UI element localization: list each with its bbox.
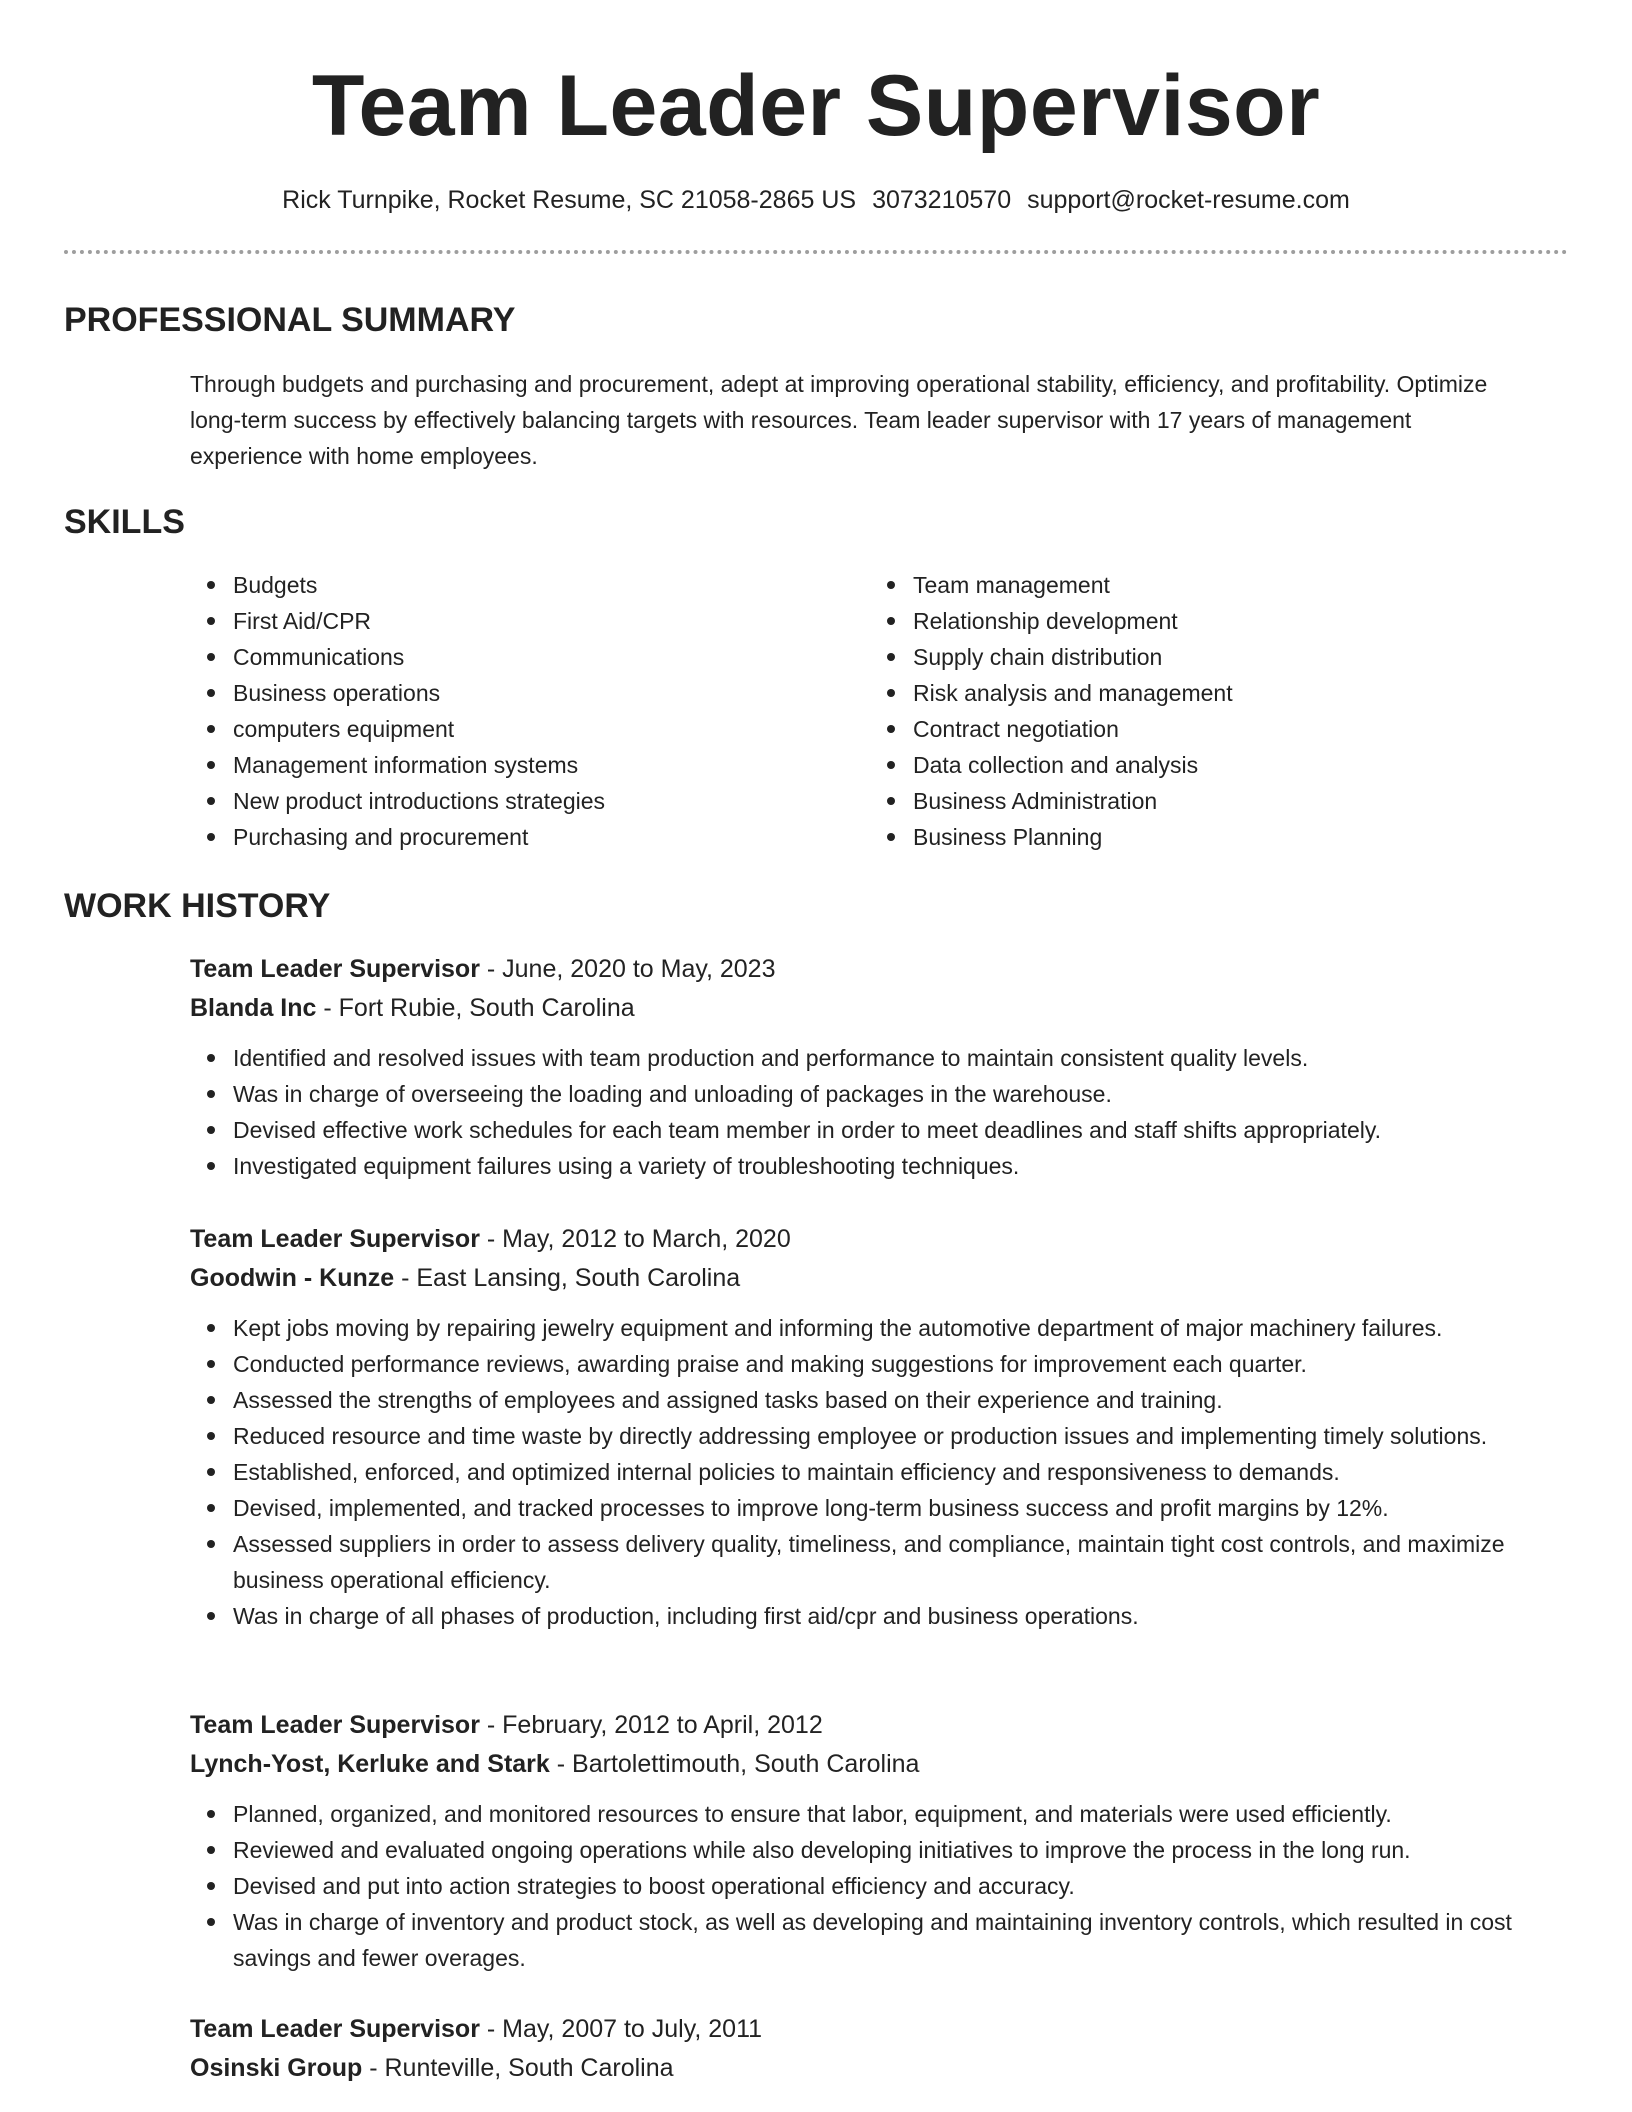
skill-item: Risk analysis and management bbox=[870, 675, 1510, 711]
job-bullets bbox=[190, 1310, 1570, 1634]
skills-heading: SKILLS bbox=[64, 503, 185, 541]
job-title-line bbox=[190, 950, 1570, 989]
job-bullet: Reviewed and evaluated ongoing operations while also developing initiatives to improve the process in the long run. bbox=[190, 1832, 1570, 1868]
job-company-line bbox=[190, 989, 1570, 1028]
job-bullet: Devised effective work schedules for each team member in order to meet deadlines and staff shifts appropriately. bbox=[190, 1112, 1570, 1148]
job-title: Team Leader Supervisor bbox=[190, 1225, 480, 1253]
skill-item: Relationship development bbox=[870, 603, 1510, 639]
job-location: - Bartolettimouth, South Carolina bbox=[549, 1750, 920, 1778]
job-entry bbox=[190, 2010, 1570, 2088]
job-title-line bbox=[190, 1220, 1570, 1259]
job-location: - Fort Rubie, South Carolina bbox=[316, 994, 635, 1022]
job-entry bbox=[190, 1220, 1570, 1634]
skill-item: Team management bbox=[870, 567, 1510, 603]
job-dates: - May, 2007 to July, 2011 bbox=[479, 2015, 763, 2043]
resume-title: Team Leader Supervisor bbox=[311, 58, 1321, 154]
job-bullet: Was in charge of inventory and product stock, as well as developing and maintaining inventory controls, which resulted in cost savings and fewer overages. bbox=[190, 1904, 1570, 1976]
summary-text: Through budgets and purchasing and procurement, adept at improving operational stability, efficiency, and profitability. Optimize long-term success by effectively balancing targets with resources. Team leader supervisor with 17 years of management experience with home employees. bbox=[190, 371, 1488, 469]
work-history-heading: WORK HISTORY bbox=[64, 887, 331, 925]
job-bullet: Kept jobs moving by repairing jewelry equipment and informing the automotive department of major machinery failures. bbox=[190, 1310, 1570, 1346]
skill-item: Business Administration bbox=[870, 783, 1510, 819]
job-company: Goodwin - Kunze bbox=[190, 1264, 395, 1292]
job-company: Lynch-Yost, Kerluke and Stark bbox=[190, 1750, 550, 1778]
job-dates: - June, 2020 to May, 2023 bbox=[479, 955, 776, 983]
job-title: Team Leader Supervisor bbox=[190, 1711, 480, 1739]
job-location: - East Lansing, South Carolina bbox=[394, 1264, 741, 1292]
skill-item: Management information systems bbox=[190, 747, 830, 783]
skill-item: Budgets bbox=[190, 567, 830, 603]
skill-item: Business Planning bbox=[870, 819, 1510, 855]
skill-item: Supply chain distribution bbox=[870, 639, 1510, 675]
summary-heading: PROFESSIONAL SUMMARY bbox=[64, 301, 516, 339]
job-entry bbox=[190, 950, 1570, 1184]
skill-item: Contract negotiation bbox=[870, 711, 1510, 747]
skill-item: Purchasing and procurement bbox=[190, 819, 830, 855]
skill-item: New product introductions strategies bbox=[190, 783, 830, 819]
job-company-line bbox=[190, 2049, 1570, 2088]
job-bullets bbox=[190, 1796, 1570, 1976]
job-bullet: Assessed suppliers in order to assess delivery quality, timeliness, and compliance, maintain tight cost controls, and maximize business operational efficiency. bbox=[190, 1526, 1570, 1598]
skill-item: computers equipment bbox=[190, 711, 830, 747]
job-dates: - May, 2012 to March, 2020 bbox=[479, 1225, 791, 1253]
job-company: Blanda Inc bbox=[190, 994, 317, 1022]
job-bullet: Investigated equipment failures using a variety of troubleshooting techniques. bbox=[190, 1148, 1570, 1184]
job-bullet: Assessed the strengths of employees and assigned tasks based on their experience and training. bbox=[190, 1382, 1570, 1418]
skills-list-left bbox=[190, 567, 830, 855]
job-title: Team Leader Supervisor bbox=[190, 2015, 480, 2043]
job-bullet: Planned, organized, and monitored resources to ensure that labor, equipment, and materials were used efficiently. bbox=[190, 1796, 1570, 1832]
job-bullet: Devised and put into action strategies to boost operational efficiency and accuracy. bbox=[190, 1868, 1570, 1904]
job-dates: - February, 2012 to April, 2012 bbox=[479, 1711, 823, 1739]
skill-item: Data collection and analysis bbox=[870, 747, 1510, 783]
job-bullet: Reduced resource and time waste by directly addressing employee or production issues and implementing timely solutions. bbox=[190, 1418, 1570, 1454]
skills-list-right bbox=[870, 567, 1510, 855]
header-divider bbox=[64, 250, 1568, 254]
job-company: Osinski Group bbox=[190, 2054, 363, 2082]
contact-address: Rick Turnpike, Rocket Resume, SC 21058-2865 US bbox=[282, 186, 857, 214]
contact-phone: 3073210570 bbox=[872, 186, 1012, 214]
job-bullet: Was in charge of all phases of production, including first aid/cpr and business operations. bbox=[190, 1598, 1570, 1634]
job-title: Team Leader Supervisor bbox=[190, 955, 480, 983]
job-company-line bbox=[190, 1745, 1570, 1784]
job-title-line bbox=[190, 2010, 1570, 2049]
job-location: - Runteville, South Carolina bbox=[362, 2054, 674, 2082]
job-bullet: Established, enforced, and optimized internal policies to maintain efficiency and responsiveness to demands. bbox=[190, 1454, 1570, 1490]
job-bullet: Identified and resolved issues with team production and performance to maintain consistent quality levels. bbox=[190, 1040, 1570, 1076]
skill-item: First Aid/CPR bbox=[190, 603, 830, 639]
job-title-line bbox=[190, 1706, 1570, 1745]
contact-line bbox=[0, 182, 1632, 218]
skill-item: Business operations bbox=[190, 675, 830, 711]
skill-item: Communications bbox=[190, 639, 830, 675]
job-bullet: Was in charge of overseeing the loading and unloading of packages in the warehouse. bbox=[190, 1076, 1570, 1112]
job-company-line bbox=[190, 1259, 1570, 1298]
job-bullets bbox=[190, 1040, 1570, 1184]
job-entry bbox=[190, 1706, 1570, 1976]
job-bullet: Conducted performance reviews, awarding praise and making suggestions for improvement each quarter. bbox=[190, 1346, 1570, 1382]
contact-email: support@rocket-resume.com bbox=[1027, 186, 1350, 214]
job-bullet: Devised, implemented, and tracked processes to improve long-term business success and profit margins by 12%. bbox=[190, 1490, 1570, 1526]
